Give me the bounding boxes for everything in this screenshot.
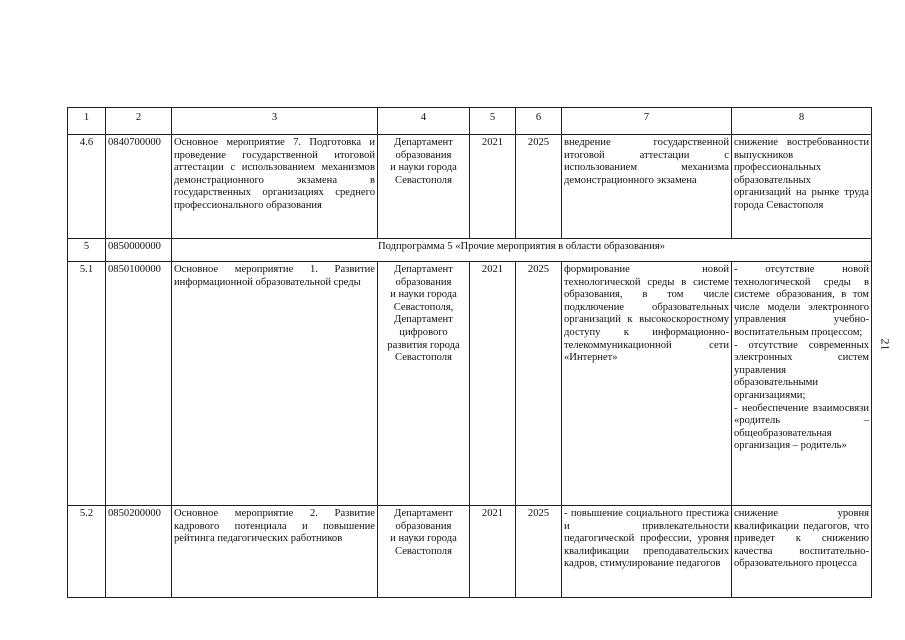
row-end-year: 2025: [516, 262, 562, 506]
row-code: 0850000000: [106, 239, 172, 262]
row-end-year: 2025: [516, 506, 562, 598]
header-cell: 6: [516, 108, 562, 135]
row-start-year: 2021: [470, 135, 516, 239]
row-start-year: 2021: [470, 262, 516, 506]
row-risk: - отсутствие новой технологической среды в системе образования, в том числе модели электронного управления учебно-воспитательным процессом; - отсутствие современных электронных систем управления образовательными организациями; - необеспечение взаимосвязи «родитель – общеобразовательная организация – родитель»: [732, 262, 872, 506]
table-header-row: [68, 108, 872, 135]
subprogram-row: [68, 239, 872, 262]
row-executor: Департамент образования и науки города Севастополя: [378, 506, 470, 598]
subprogram-title: Подпрограмма 5 «Прочие мероприятия в области образования»: [172, 239, 872, 262]
header-cell: 8: [732, 108, 872, 135]
program-table: [67, 107, 872, 598]
header-cell: 4: [378, 108, 470, 135]
header-cell: 2: [106, 108, 172, 135]
row-number: 5: [68, 239, 106, 262]
page-number: 21: [878, 338, 893, 351]
row-code: 0850100000: [106, 262, 172, 506]
table-row: [68, 135, 872, 239]
row-end-year: 2025: [516, 135, 562, 239]
row-code: 0850200000: [106, 506, 172, 598]
row-executor: Департамент образования и науки города Севастополя, Департамент цифрового развития города Севастополя: [378, 262, 470, 506]
header-cell: 5: [470, 108, 516, 135]
row-risk: снижение востребованности выпускников профессиональных образовательных организаций на рынке труда города Севастополя: [732, 135, 872, 239]
row-number: 5.1: [68, 262, 106, 506]
row-result: формирование новой технологической среды в системе образования, в том числе подключение образовательных организаций к высокоскоростному доступу к информационно-телекоммуникационной сети «Интернет»: [562, 262, 732, 506]
row-event: Основное мероприятие 7. Подготовка и проведение государственной итоговой аттестации с использованием механизмов демонстрационного экзамена в государственных организациях среднего профессионального образования: [172, 135, 378, 239]
row-executor: Департамент образования и науки города Севастополя: [378, 135, 470, 239]
row-result: - повышение социального престижа и привлекательности педагогической профессии, уровня квалификации преподавательских кадров, стимулирование педагогов: [562, 506, 732, 598]
row-start-year: 2021: [470, 506, 516, 598]
header-cell: 1: [68, 108, 106, 135]
row-code: 0840700000: [106, 135, 172, 239]
row-event: Основное мероприятие 1. Развитие информационной образовательной среды: [172, 262, 378, 506]
row-number: 4.6: [68, 135, 106, 239]
row-number: 5.2: [68, 506, 106, 598]
row-result: внедрение государственной итоговой аттестации с использованием механизма демонстрационного экзамена: [562, 135, 732, 239]
row-event: Основное мероприятие 2. Развитие кадрового потенциала и повышение рейтинга педагогических работников: [172, 506, 378, 598]
header-cell: 7: [562, 108, 732, 135]
table-row: [68, 506, 872, 598]
table-row: [68, 262, 872, 506]
row-risk: снижение уровня квалификации педагогов, что приведет к снижению качества воспитательно-образовательного процесса: [732, 506, 872, 598]
header-cell: 3: [172, 108, 378, 135]
